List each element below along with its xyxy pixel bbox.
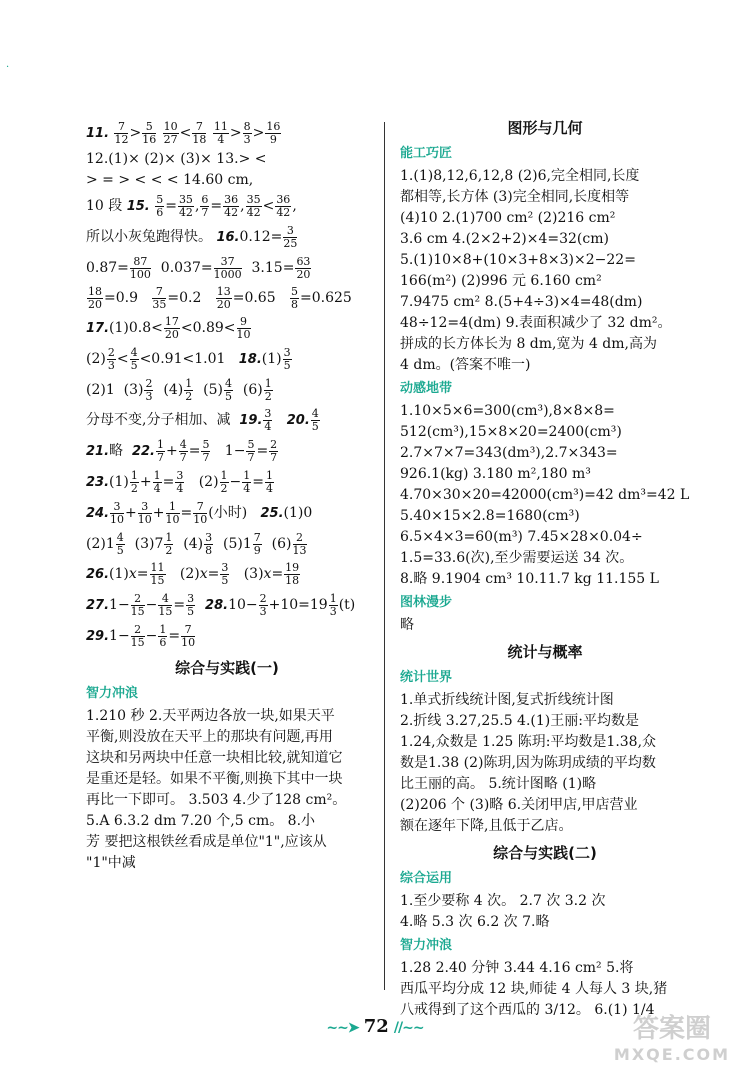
answer-line: 6.5×4×3=60(m³) 7.45×28×0.04÷	[400, 529, 643, 545]
answer-12: 12.(1)× (2)× (3)× 13.> <	[86, 151, 267, 167]
answer-line: 7.9475 cm² 8.(5+4÷3)×4=48(dm)	[400, 294, 643, 310]
answer-line: 1.单式折线统计图,复式折线统计图	[400, 692, 614, 708]
fraction: $\frac{18}{20}$	[88, 284, 102, 311]
watermark-text: 答案圈	[632, 1014, 711, 1044]
answer-line: (4)10 2.(1)700 cm² (2)216 cm²	[400, 210, 616, 226]
fraction: $\frac{36}{42}$	[224, 192, 239, 219]
answer-18: (2) $\frac{2}{3}$ < $\frac{4}{5}$ <0.91<1.01 18.(1) $\frac{3}{5}$	[86, 345, 291, 372]
fraction: $\frac{2}{15}$	[130, 622, 145, 649]
answer-line: 166(m²) (2)996 元 6.160 cm²	[400, 273, 602, 289]
answer-line: 是重还是轻。如果不平衡,则换下其中一块	[86, 771, 343, 787]
answer-23: 23.(1) $\frac{1}{2}$ + $\frac{1}{4}$ = $\frac{3}{4}$ (2) $\frac{1}{2}$ − $\frac{1}{4}$ = $\frac{1}{4}$	[86, 468, 273, 495]
left-column	[86, 118, 368, 874]
answer-21-22: 21.略 22. $\frac{1}{7}$ + $\frac{4}{7}$ = $\frac{5}{7}$ 1− $\frac{5}{7}$ = $\frac{2}{7}$	[86, 437, 278, 464]
answer-line: 1.28 2.40 分钟 3.44 4.16 cm² 5.将	[400, 960, 634, 976]
subsection-title: 图林漫步	[400, 595, 453, 610]
answer-line: 1.至少要称 4 次。 2.7 次 3.2 次	[400, 893, 606, 909]
fraction: $\frac{7}{18}$	[192, 119, 207, 146]
fraction: $\frac{1}{4}$	[153, 468, 161, 495]
fraction: $\frac{8}{3}$	[243, 119, 251, 146]
fraction: $\frac{3}{5}$	[221, 560, 229, 587]
answer-line: 数是1.38 (2)陈玥,因为陈玥成绩的平均数	[400, 755, 656, 771]
fraction: $\frac{5}{7}$	[202, 437, 210, 464]
fraction: $\frac{4}{5}$	[116, 530, 124, 557]
right-column	[400, 118, 690, 1021]
answer-line: 1.24,众数是 1.25 陈玥:平均数是1.38,众	[400, 734, 657, 750]
fraction: $\frac{1}{4}$	[266, 468, 273, 495]
section-title-statistics: 统计与概率	[507, 643, 583, 661]
answer-line: 1.210 秒 2.天平两边各放一块,如果天平	[86, 708, 335, 724]
fraction: $\frac{3}{25}$	[283, 223, 298, 250]
subsection-title: 综合运用	[400, 871, 453, 886]
fraction: $\frac{10}{27}$	[163, 119, 178, 146]
answer-19-20: 分母不变,分子相加、减 19. $\frac{3}{4}$ 20. $\frac{4}{5}$	[86, 406, 319, 433]
watermark-logo	[602, 1008, 742, 1076]
page-edge-mark: ·	[6, 62, 10, 73]
answer-line: 八戒得到了这个西瓜的 3/12。 6.(1) 1/4	[400, 1002, 655, 1018]
answer-line: 拼成的长方体长为 8 dm,宽为 4 dm,高为	[400, 336, 657, 352]
fraction: $\frac{1}{6}$	[159, 622, 167, 649]
fraction: $\frac{1}{4}$	[243, 468, 251, 495]
fraction: $\frac{1}{3}$	[329, 591, 337, 618]
watermark-url: MXQE.COM	[613, 1045, 731, 1064]
fraction: $\frac{2}{3}$	[259, 591, 267, 618]
answer-line: 再比一下即可。 3.503 4.少了128 cm²。	[86, 792, 347, 808]
fraction: $\frac{1}{10}$	[165, 499, 180, 526]
answer-line: 1.5=33.6(次),至少需要运送 34 次。	[400, 550, 634, 566]
fraction: $\frac{4}{5}$	[311, 406, 319, 433]
answer-27-28: 27.1− $\frac{2}{15}$ − $\frac{4}{15}$ = $\frac{3}{5}$ 28.10− $\frac{2}{3}$ +10=19 $\frac{1}{3}$ (t)	[86, 591, 356, 618]
answer-line: 4 dm。(答案不唯一)	[400, 357, 531, 373]
section-title-geometry: 图形与几何	[507, 119, 583, 137]
answer-18b: (2)1 (3) $\frac{2}{3}$ (4) $\frac{1}{2}$ (5) $\frac{4}{5}$ (6) $\frac{1}{2}$	[86, 376, 272, 403]
fraction: $\frac{35}{42}$	[178, 192, 193, 219]
fraction: $\frac{7}{35}$	[152, 284, 167, 311]
fraction: $\frac{5}{6}$	[156, 192, 164, 219]
answer-line: 48÷12=4(dm) 9.表面积减少了 32 dm²。	[400, 315, 672, 331]
subsection-title: 智力冲浪	[86, 686, 139, 701]
fraction: $\frac{2}{13}$	[292, 530, 307, 557]
fraction: $\frac{7}{10}$	[193, 499, 208, 526]
answer-line: 额在逐年下降,且低于乙店。	[400, 818, 573, 834]
section-title-practice-2: 综合与实践(二)	[493, 844, 597, 862]
fraction: $\frac{7}{12}$	[114, 119, 129, 146]
answer-29: 29.1− $\frac{2}{15}$ − $\frac{1}{6}$ = $\frac{7}{10}$	[86, 622, 196, 649]
fraction: $\frac{3}{10}$	[137, 499, 152, 526]
subsection-title: 智力冲浪	[400, 938, 453, 953]
fraction: $\frac{19}{18}$	[285, 560, 300, 587]
answer-line: 8.略 9.1904 cm³ 10.11.7 kg 11.155 L	[400, 571, 659, 587]
fraction: $\frac{3}{8}$	[205, 530, 213, 557]
fraction: $\frac{1}{2}$	[220, 468, 228, 495]
fraction: $\frac{1}{2}$	[130, 468, 138, 495]
answer-11: 11. $\frac{7}{12}$ > $\frac{5}{16}$ $\frac{10}{27}$ < $\frac{7}{18}$ $\frac{11}{4}$ > $\frac{8}{3}$ > $\frac{16}{9}$	[86, 119, 281, 146]
answer-line: 2.7×7×7=343(dm³),2.7×343=	[400, 445, 618, 461]
fraction: $\frac{11}{4}$	[213, 119, 228, 146]
fraction: $\frac{3}{10}$	[110, 499, 125, 526]
fraction: $\frac{5}{7}$	[247, 437, 255, 464]
answer-line: 平衡,则没放在天平上的那块有问题,再用	[86, 729, 333, 745]
fraction: $\frac{4}{7}$	[179, 437, 187, 464]
answer-17: 17.(1)0.8< $\frac{17}{20}$ <0.89< $\frac{9}{10}$	[86, 314, 251, 341]
answer-line: 926.1(kg) 3.180 m²,180 m³	[400, 466, 591, 482]
fraction: $\frac{6}{7}$	[201, 192, 209, 219]
fraction: $\frac{5}{16}$	[142, 119, 157, 146]
answer-line: 都相等,长方体 (3)完全相同,长度相等	[400, 189, 630, 205]
answer-26: 26.(1)x= $\frac{11}{15}$ (2)x= $\frac{3}{5}$ (3)x= $\frac{19}{18}$	[86, 560, 300, 587]
left-ornament: ~~➤	[326, 1020, 359, 1036]
fraction: $\frac{13}{20}$	[216, 284, 231, 311]
fraction: $\frac{35}{42}$	[246, 192, 261, 219]
fraction: $\frac{63}{20}$	[296, 254, 311, 281]
fraction: $\frac{36}{42}$	[276, 192, 291, 219]
fraction: $\frac{3}{5}$	[187, 591, 195, 618]
fraction: $\frac{7}{10}$	[181, 622, 196, 649]
fraction: $\frac{9}{10}$	[236, 314, 251, 341]
answer-line: 3.6 cm 4.(2×2+2)×4=32(cm)	[400, 231, 609, 247]
answer-line: 512(cm³),15×8×20=2400(cm³)	[400, 424, 622, 440]
subsection-title: 能工巧匠	[400, 146, 453, 161]
answer-line: 5.40×15×2.8=1680(cm³)	[400, 508, 580, 524]
answer-line: 1.10×5×6=300(cm³),8×8×8=	[400, 403, 615, 419]
answer-line: 芳 要把这根铁丝看成是单位"1",应该从	[86, 834, 327, 850]
answer-line: 2.折线 3.27,25.5 4.(1)王丽:平均数是	[400, 713, 639, 729]
fraction: $\frac{1}{7}$	[156, 437, 164, 464]
fraction: $\frac{5}{8}$	[290, 284, 298, 311]
fraction: $\frac{3}{4}$	[176, 468, 184, 495]
answer-line: 略	[400, 617, 414, 633]
answer-line: 4.70×30×20=42000(cm³)=42 dm³=42 L	[400, 487, 690, 503]
fraction: $\frac{3}{5}$	[283, 345, 291, 372]
fraction: $\frac{7}{9}$	[253, 530, 261, 557]
answer-line: 这块和另两块中任意一块相比较,就知道它	[86, 750, 343, 766]
answer-24-25: 24. $\frac{3}{10}$ + $\frac{3}{10}$ + $\frac{1}{10}$ = $\frac{7}{10}$ (小时) 25.(1)0	[86, 499, 313, 526]
fraction: $\frac{16}{9}$	[266, 119, 281, 146]
fraction: $\frac{1}{2}$	[185, 376, 193, 403]
answer-13: > = > < < < 14.60 cm,	[86, 172, 254, 188]
right-ornament: //~~	[393, 1020, 424, 1036]
fraction: $\frac{2}{15}$	[130, 591, 145, 618]
answer-16b: 0.87= $\frac{87}{100}$ 0.037= $\frac{37}{1000}$ 3.15= $\frac{63}{20}$	[86, 254, 311, 281]
fraction: $\frac{37}{1000}$	[213, 254, 242, 281]
subsection-title: 统计世界	[400, 670, 453, 685]
fraction: $\frac{2}{3}$	[145, 376, 153, 403]
answer-line: 5.(1)10×8+(10×3+8×3)×2−22=	[400, 252, 636, 268]
answer-line: (2)206 个 (3)略 6.关闭甲店,甲店营业	[400, 797, 638, 813]
fraction: $\frac{1}{2}$	[165, 530, 173, 557]
fraction: $\frac{4}{5}$	[130, 345, 138, 372]
answer-line: 1.(1)8,12,6,12,8 (2)6,完全相同,长度	[400, 168, 640, 184]
fraction: $\frac{4}{5}$	[224, 376, 232, 403]
answer-16c: $\frac{18}{20}$ =0.9 $\frac{7}{35}$ =0.2 $\frac{13}{20}$ =0.65 $\frac{5}{8}$ =0.625	[88, 284, 352, 311]
answer-16: 所以小灰兔跑得快。 16.0.12= $\frac{3}{25}$	[86, 223, 298, 250]
answer-15: 10 段 15. $\frac{5}{6}$ = $\frac{35}{42}$ , $\frac{6}{7}$ = $\frac{36}{42}$ , $\frac{35}{42}$ < $\frac{36}{42}$ ,	[86, 192, 297, 219]
subsection-title: 动感地带	[400, 381, 453, 396]
answer-line: "1"中减	[86, 855, 136, 871]
fraction: $\frac{1}{2}$	[264, 376, 272, 403]
column-divider	[384, 122, 385, 990]
answer-line: 比王丽的高。 5.统计图略 (1)略	[400, 776, 597, 792]
page-number: 72	[363, 1016, 389, 1037]
section-title-practice-1: 综合与实践(一)	[175, 659, 279, 677]
fraction: $\frac{17}{20}$	[164, 314, 179, 341]
fraction: $\frac{2}{3}$	[107, 345, 115, 372]
fraction: $\frac{3}{4}$	[264, 406, 272, 433]
fraction: $\frac{87}{100}$	[129, 254, 151, 281]
answer-25b: (2)1 $\frac{4}{5}$ (3)7 $\frac{1}{2}$ (4) $\frac{3}{8}$ (5)1 $\frac{7}{9}$ (6) $\frac{2}{13}$	[86, 530, 307, 557]
fraction: $\frac{4}{15}$	[158, 591, 173, 618]
answer-line: 5.A 6.3.2 dm 7.20 个,5 cm。 8.小	[86, 813, 316, 829]
fraction: $\frac{2}{7}$	[270, 437, 278, 464]
fraction: $\frac{11}{15}$	[150, 560, 165, 587]
answer-line: 西瓜平均分成 12 块,师徒 4 人每人 3 块,猪	[400, 981, 668, 997]
answer-line: 4.略 5.3 次 6.2 次 7.略	[400, 914, 550, 930]
